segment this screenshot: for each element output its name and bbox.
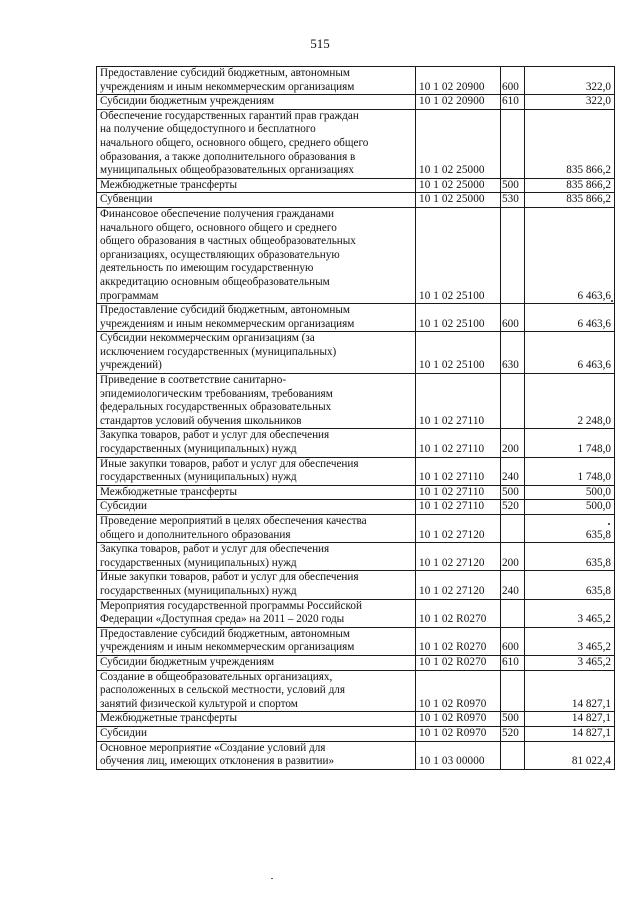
target-article-code-cell: 10 1 02 20900	[416, 67, 501, 95]
expense-type-cell: 240	[501, 571, 525, 599]
expense-name-line: Закупка товаров, работ и услуг для обеспечения	[100, 429, 330, 442]
expense-name-cell	[97, 109, 416, 178]
expense-name-line: общего и дополнительного образования	[100, 528, 291, 541]
expense-name-line: Основное мероприятие «Создание условий для	[100, 741, 326, 754]
expense-type-cell	[501, 515, 525, 543]
expense-name-cell	[97, 726, 416, 741]
target-article-code-cell: 10 1 02 R0970	[416, 670, 501, 712]
table-row	[97, 712, 615, 727]
table-row	[97, 485, 615, 500]
budget-table	[96, 66, 615, 770]
target-article-code-cell: 10 1 02 R0270	[416, 599, 501, 627]
expense-name-line: исключением государственных (муниципальных)	[100, 345, 337, 358]
table-row	[97, 457, 615, 485]
expense-name-line: государственных (муниципальных) нужд	[100, 556, 297, 569]
amount-cell: 3 465,2	[525, 627, 615, 655]
expense-name-line: Межбюджетные трансферты	[100, 712, 237, 725]
expense-type-cell: 500	[501, 712, 525, 727]
expense-name-cell	[97, 627, 416, 655]
target-article-code-cell: 10 1 02 20900	[416, 95, 501, 110]
expense-name-line: Создание в общеобразовательных организациях,	[100, 670, 333, 683]
target-article-code-cell: 10 1 02 25000	[416, 178, 501, 193]
expense-type-cell: 630	[501, 332, 525, 374]
expense-name-cell	[97, 655, 416, 670]
table-row	[97, 67, 615, 95]
table-row	[97, 571, 615, 599]
expense-name-cell	[97, 670, 416, 712]
scan-speck	[611, 300, 613, 302]
amount-cell: 14 827,1	[525, 670, 615, 712]
expense-name-line: Субсидии бюджетным учреждениям	[100, 95, 275, 108]
table-row	[97, 500, 615, 515]
target-article-code-cell: 10 1 02 27110	[416, 485, 501, 500]
target-article-code-cell: 10 1 02 R0970	[416, 712, 501, 727]
page-number: 515	[310, 36, 330, 51]
target-article-code-cell: 10 1 02 27120	[416, 515, 501, 543]
expense-name-line: занятий физической культурой и спортом	[100, 697, 298, 710]
expense-name-line: начального общего, основного общего, среднего общего	[100, 136, 369, 149]
amount-cell: 1 748,0	[525, 457, 615, 485]
expense-name-line: учреждениям и иным некоммерческим организациям	[100, 641, 355, 654]
target-article-code-cell: 10 1 02 25000	[416, 193, 501, 208]
expense-type-cell: 600	[501, 627, 525, 655]
target-article-code-cell: 10 1 02 R0270	[416, 627, 501, 655]
amount-cell: 635,8	[525, 515, 615, 543]
expense-name-cell	[97, 332, 416, 374]
budget-table-body	[97, 67, 615, 770]
expense-type-cell	[501, 599, 525, 627]
amount-cell: 835 866,2	[525, 109, 615, 178]
expense-name-line: аккредитацию основным общеобразовательным	[100, 275, 330, 288]
expense-type-cell: 600	[501, 67, 525, 95]
expense-name-cell	[97, 207, 416, 303]
table-row	[97, 193, 615, 208]
expense-name-line: начального общего, основного общего и среднего	[100, 221, 337, 234]
amount-cell: 14 827,1	[525, 712, 615, 727]
amount-cell: 2 248,0	[525, 374, 615, 429]
expense-name-line: программам	[100, 289, 159, 302]
expense-name-line: Иные закупки товаров, работ и услуг для обеспечения	[100, 571, 359, 584]
table-row	[97, 207, 615, 303]
target-article-code-cell: 10 1 02 27110	[416, 457, 501, 485]
expense-name-line: Предоставление субсидий бюджетным, автономным	[100, 304, 350, 317]
amount-cell: 6 463,6	[525, 304, 615, 332]
expense-name-line: Обеспечение государственных гарантий прав граждан	[100, 109, 359, 122]
table-row	[97, 109, 615, 178]
expense-name-line: Субсидии	[100, 500, 147, 513]
expense-type-cell: 530	[501, 193, 525, 208]
amount-cell: 835 866,2	[525, 178, 615, 193]
expense-name-cell	[97, 500, 416, 515]
expense-name-line: Субсидии	[100, 726, 147, 739]
expense-name-line: Субсидии некоммерческим организациям (за	[100, 332, 315, 345]
table-row	[97, 178, 615, 193]
expense-name-cell	[97, 543, 416, 571]
expense-name-line: Межбюджетные трансферты	[100, 485, 237, 498]
expense-name-line: организациях, осуществляющих образовательную	[100, 248, 340, 261]
expense-name-cell	[97, 374, 416, 429]
expense-name-line: расположенных в сельской местности, условий для	[100, 684, 346, 697]
expense-name-line: учреждений)	[100, 359, 162, 372]
expense-type-cell: 600	[501, 304, 525, 332]
expense-name-cell	[97, 741, 416, 769]
table-row	[97, 655, 615, 670]
target-article-code-cell: 10 1 02 27110	[416, 429, 501, 457]
amount-cell: 635,8	[525, 543, 615, 571]
amount-cell: 635,8	[525, 571, 615, 599]
expense-name-cell	[97, 515, 416, 543]
table-row	[97, 429, 615, 457]
expense-name-line: обучения лиц, имеющих отклонения в развитии»	[100, 755, 335, 768]
amount-cell: 14 827,1	[525, 726, 615, 741]
expense-type-cell	[501, 670, 525, 712]
amount-cell: 3 465,2	[525, 655, 615, 670]
scan-speck	[271, 878, 273, 879]
amount-cell: 6 463,6	[525, 207, 615, 303]
expense-name-cell	[97, 712, 416, 727]
expense-name-line: Приведение в соответствие санитарно-	[100, 374, 287, 387]
table-row	[97, 543, 615, 571]
target-article-code-cell: 10 1 02 R0270	[416, 655, 501, 670]
target-article-code-cell: 10 1 02 25100	[416, 207, 501, 303]
expense-name-line: общего образования в частных общеобразовательных	[100, 235, 356, 248]
amount-cell: 500,0	[525, 485, 615, 500]
expense-type-cell: 610	[501, 655, 525, 670]
expense-name-cell	[97, 457, 416, 485]
table-row	[97, 95, 615, 110]
target-article-code-cell: 10 1 02 25100	[416, 304, 501, 332]
expense-type-cell	[501, 374, 525, 429]
expense-name-cell	[97, 485, 416, 500]
expense-name-line: учреждениям и иным некоммерческим организациям	[100, 317, 355, 330]
expense-type-cell	[501, 207, 525, 303]
target-article-code-cell: 10 1 03 00000	[416, 741, 501, 769]
expense-name-cell	[97, 95, 416, 110]
expense-type-cell: 500	[501, 485, 525, 500]
expense-name-line: Предоставление субсидий бюджетным, автономным	[100, 67, 350, 79]
expense-type-cell: 500	[501, 178, 525, 193]
expense-name-cell	[97, 304, 416, 332]
expense-name-cell	[97, 193, 416, 208]
expense-name-line: на получение общедоступного и бесплатного	[100, 123, 316, 136]
table-row	[97, 627, 615, 655]
expense-name-line: государственных (муниципальных) нужд	[100, 584, 297, 597]
expense-name-cell	[97, 67, 416, 95]
expense-name-cell	[97, 599, 416, 627]
expense-name-line: образования, а также дополнительного образования в	[100, 150, 356, 163]
expense-type-cell: 200	[501, 543, 525, 571]
table-row	[97, 332, 615, 374]
amount-cell: 81 022,4	[525, 741, 615, 769]
expense-name-line: Проведение мероприятий в целях обеспечения качества	[100, 515, 367, 527]
target-article-code-cell: 10 1 02 27110	[416, 374, 501, 429]
expense-name-line: Иные закупки товаров, работ и услуг для обеспечения	[100, 457, 359, 470]
expense-name-line: деятельность по имеющим государственную	[100, 262, 314, 275]
amount-cell: 3 465,2	[525, 599, 615, 627]
table-row	[97, 726, 615, 741]
target-article-code-cell: 10 1 02 R0970	[416, 726, 501, 741]
expense-name-line: Мероприятия государственной программы Российской	[100, 599, 362, 612]
expense-name-line: Закупка товаров, работ и услуг для обеспечения	[100, 543, 330, 556]
target-article-code-cell: 10 1 02 27120	[416, 543, 501, 571]
expense-type-cell: 520	[501, 500, 525, 515]
expense-name-cell	[97, 178, 416, 193]
expense-name-line: Предоставление субсидий бюджетным, автономным	[100, 627, 350, 640]
expense-type-cell: 610	[501, 95, 525, 110]
expense-name-line: Субвенции	[100, 193, 153, 206]
table-row	[97, 599, 615, 627]
amount-cell: 835 866,2	[525, 193, 615, 208]
table-row	[97, 515, 615, 543]
expense-name-cell	[97, 571, 416, 599]
amount-cell: 322,0	[525, 67, 615, 95]
scan-speck	[608, 523, 610, 525]
expense-type-cell	[501, 109, 525, 178]
expense-name-line: муниципальных общеобразовательных организациях	[100, 164, 354, 177]
expense-name-line: Финансовое обеспечение получения гражданами	[100, 207, 335, 220]
expense-name-line: Межбюджетные трансферты	[100, 178, 237, 191]
expense-type-cell	[501, 741, 525, 769]
expense-type-cell: 200	[501, 429, 525, 457]
table-row	[97, 741, 615, 769]
expense-name-line: государственных (муниципальных) нужд	[100, 471, 297, 484]
amount-cell: 1 748,0	[525, 429, 615, 457]
target-article-code-cell: 10 1 02 27110	[416, 500, 501, 515]
expense-name-line: эпидемиологическим требованиям, требованиям	[100, 387, 333, 400]
table-row	[97, 374, 615, 429]
expense-name-cell	[97, 429, 416, 457]
target-article-code-cell: 10 1 02 27120	[416, 571, 501, 599]
expense-name-line: государственных (муниципальных) нужд	[100, 443, 297, 456]
expense-name-line: федеральных государственных образовательных	[100, 401, 332, 414]
expense-name-line: Федерации «Доступная среда» на 2011 – 2020 годы	[100, 613, 345, 626]
expense-type-cell: 240	[501, 457, 525, 485]
amount-cell: 322,0	[525, 95, 615, 110]
amount-cell: 6 463,6	[525, 332, 615, 374]
table-row	[97, 304, 615, 332]
target-article-code-cell: 10 1 02 25000	[416, 109, 501, 178]
expense-name-line: Субсидии бюджетным учреждениям	[100, 655, 275, 668]
expense-name-line: учреждениям и иным некоммерческим организациям	[100, 80, 355, 93]
amount-cell: 500,0	[525, 500, 615, 515]
table-row	[97, 670, 615, 712]
target-article-code-cell: 10 1 02 25100	[416, 332, 501, 374]
expense-type-cell: 520	[501, 726, 525, 741]
expense-name-line: стандартов условий обучения школьников	[100, 414, 302, 427]
